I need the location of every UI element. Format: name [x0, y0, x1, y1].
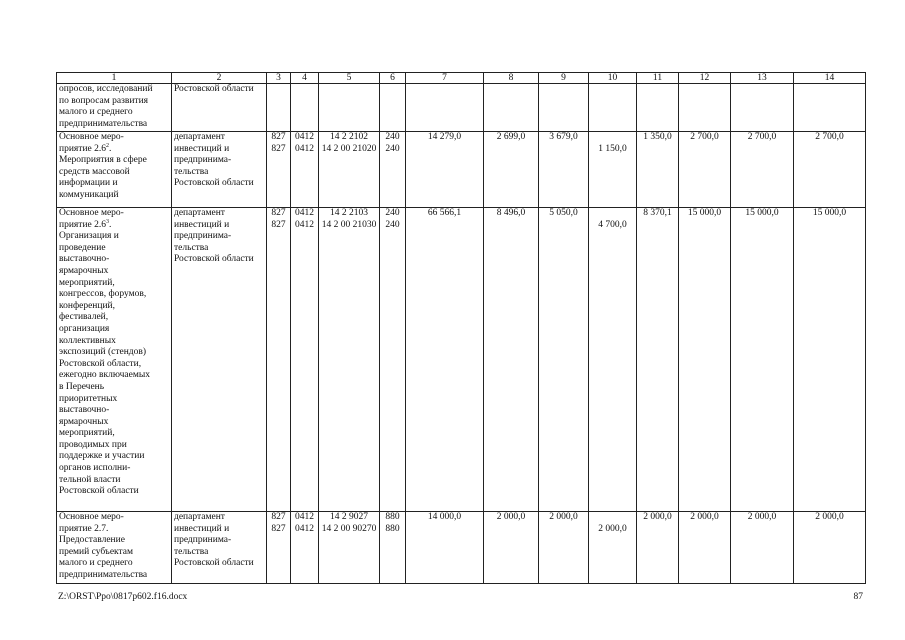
measure-name-tail: . Организация и проведение выставочно- ярмарочных мероприятий, конгрессов, форумов, конференций, фестивалей, организация коллективных экспозиций (стендов) Ростовской области, ежегодно включаемых в Перечень приоритетных выставочно- ярмарочных мероприятий, проводимых при поддержке и участии органов исполни- тельной власти Ростовской области: [59, 219, 150, 497]
footnote-mark: 3: [106, 218, 109, 225]
code-cell-c6: [380, 84, 406, 132]
amount-cell-c10: [589, 84, 637, 132]
executor-cell: департамент инвестиций и предпринима- тельства Ростовской области: [172, 132, 267, 208]
code-line: 827: [271, 208, 286, 218]
amount-cell-c12: [679, 208, 731, 512]
amount-value: 15 000,0: [687, 208, 722, 218]
amount-cell-c13: [731, 512, 794, 584]
measure-name: Основное меро- приятие 2.6: [59, 132, 124, 154]
amount-value: 2 700,0: [690, 132, 719, 142]
header-cell: 12: [679, 73, 731, 84]
amount-value: 2 000,0: [643, 512, 672, 522]
measure-name-tail: . Мероприятия в сфере средств массовой информации и коммуникаций: [59, 143, 147, 200]
amount-value: 4 700,0: [598, 219, 627, 230]
amount-cell-c9: [539, 512, 589, 584]
code-line: [321, 96, 377, 108]
code-line: 0412: [295, 143, 314, 154]
amount-cell-c13: [731, 84, 794, 132]
amount-cell-c9: [539, 132, 589, 208]
code-cell-c5: [319, 84, 380, 132]
amount-value: 2 000,0: [815, 512, 844, 522]
amount-cell-c10: [589, 132, 637, 208]
header-cell: 8: [484, 73, 539, 84]
executor-cell: департамент инвестиций и предпринима- тельства Ростовской области: [172, 208, 267, 512]
table-row: [57, 132, 866, 208]
measure-name-cell: [57, 512, 172, 584]
code-cell-c6: [380, 132, 406, 208]
amount-value: 15 000,0: [812, 208, 847, 218]
code-line: 240: [385, 132, 400, 142]
code-line: 880: [385, 512, 400, 522]
table-row: [57, 512, 866, 584]
header-cell: 1: [57, 73, 172, 84]
header-cell: 10: [589, 73, 637, 84]
amount-value: 2 700,0: [747, 132, 777, 142]
code-cell-c5: [319, 512, 380, 584]
code-line: 0412: [295, 523, 314, 534]
header-cell: 5: [319, 73, 380, 84]
amount-cell-c14: [794, 512, 866, 584]
measure-name: опросов, исследований по вопросам развития малого и среднего предпринимательства: [59, 84, 153, 129]
amount-value: 2 699,0: [496, 132, 526, 142]
header-cell: 11: [637, 73, 679, 84]
amount-value: 8 496,0: [496, 208, 526, 218]
executor-cell: департамент инвестиций и предпринима- тельства Ростовской области: [172, 512, 267, 584]
code-line: [293, 96, 316, 108]
table-row: [57, 208, 866, 512]
code-line: 14 2 2102: [330, 132, 368, 142]
amount-value: 2 700,0: [815, 132, 844, 142]
code-line: 14 2 00 21020: [321, 143, 377, 154]
measure-name: Основное меро- приятие 2.6: [59, 208, 124, 230]
header-cell: 9: [539, 73, 589, 84]
header-cell: 6: [380, 73, 406, 84]
code-line: 240: [385, 219, 400, 230]
amount-cell-c11: [637, 132, 679, 208]
measure-name-cell: [57, 132, 172, 208]
header-cell: 3: [267, 73, 291, 84]
amount-cell-c10: [589, 208, 637, 512]
code-line: 0412: [295, 219, 314, 230]
code-line: 827: [271, 219, 286, 230]
code-line: 14 2 00 21030: [321, 219, 377, 230]
code-line: 827: [271, 132, 286, 142]
header-cell: 2: [172, 73, 267, 84]
amount-value: 2 000,0: [690, 512, 719, 522]
footnote-mark: 2: [106, 142, 109, 149]
measure-name-cell: [57, 208, 172, 512]
amount-cell-c8: [484, 84, 539, 132]
amount-cell-c7: [406, 84, 484, 132]
code-line: [321, 84, 377, 96]
header-row: [57, 73, 866, 84]
code-cell-c4: [291, 132, 319, 208]
code-cell-c4: [291, 208, 319, 512]
code-cell-c6: [380, 208, 406, 512]
amount-cell-c10: [589, 512, 637, 584]
amount-value: 66 566,1: [427, 208, 462, 218]
amount-cell-c11: [637, 84, 679, 132]
code-line: 14 2 00 90270: [321, 523, 377, 534]
code-cell-c5: [319, 132, 380, 208]
amount-value: 8 370,1: [643, 208, 672, 218]
amount-value: 15 000,0: [745, 208, 779, 218]
amount-cell-c7: [406, 208, 484, 512]
code-cell-c4: [291, 84, 319, 132]
code-cell-c3: [267, 84, 291, 132]
code-line: 0412: [295, 132, 314, 142]
amount-value: 3 679,0: [549, 132, 578, 142]
code-line: 827: [271, 523, 286, 534]
amount-cell-c12: [679, 132, 731, 208]
code-cell-c3: [267, 132, 291, 208]
code-line: 240: [385, 143, 400, 154]
amount-value: 2 000,0: [549, 512, 578, 522]
amount-cell-c14: [794, 132, 866, 208]
code-line: 0412: [295, 208, 314, 218]
amount-cell-c8: [484, 512, 539, 584]
code-line: 880: [385, 523, 400, 534]
amount-cell-c8: [484, 132, 539, 208]
measure-name-cell: [57, 84, 172, 132]
amount-value: 1 350,0: [643, 132, 672, 142]
header-cell: 7: [406, 73, 484, 84]
amount-cell-c12: [679, 512, 731, 584]
code-line: [382, 96, 403, 108]
page-number: 87: [853, 592, 863, 602]
code-cell-c5: [319, 208, 380, 512]
amount-cell-c14: [794, 208, 866, 512]
code-cell-c3: [267, 512, 291, 584]
amount-cell-c8: [484, 208, 539, 512]
amount-cell-c11: [637, 208, 679, 512]
header-cell: 14: [794, 73, 866, 84]
code-line: [293, 84, 316, 96]
code-line: 240: [385, 208, 400, 218]
amount-value: 14 279,0: [427, 132, 462, 142]
code-line: 827: [271, 143, 286, 154]
code-cell-c3: [267, 208, 291, 512]
amount-value: 2 000,0: [598, 523, 627, 534]
amount-cell-c9: [539, 208, 589, 512]
amount-value: 2 000,0: [496, 512, 526, 522]
code-cell-c4: [291, 512, 319, 584]
amount-cell-c12: [679, 84, 731, 132]
executor-cell: Ростовской области: [172, 84, 267, 132]
amount-cell-c13: [731, 208, 794, 512]
amount-value: 1 150,0: [598, 143, 627, 154]
amount-cell-c7: [406, 512, 484, 584]
file-path: Z:\ORST\Ppo\0817p602.f16.docx: [58, 592, 188, 602]
amount-cell-c13: [731, 132, 794, 208]
header-cell: 13: [731, 73, 794, 84]
code-line: 827: [271, 512, 286, 522]
amount-cell-c11: [637, 512, 679, 584]
measure-name: Основное меро- приятие 2.7. Предоставление премий субъектам малого и среднего предпринимательства: [59, 512, 148, 580]
code-line: 14 2 9027: [330, 512, 368, 522]
amount-cell-c9: [539, 84, 589, 132]
amount-value: 14 000,0: [427, 512, 462, 522]
amount-value: 5 050,0: [549, 208, 578, 218]
header-cell: 4: [291, 73, 319, 84]
table-row: [57, 84, 866, 132]
data-table: [56, 72, 866, 584]
code-line: 14 2 2103: [330, 208, 368, 218]
code-line: 0412: [295, 512, 314, 522]
code-cell-c6: [380, 512, 406, 584]
amount-cell-c14: [794, 84, 866, 132]
code-line: [382, 84, 403, 96]
code-line: [269, 96, 288, 108]
code-line: [269, 84, 288, 96]
amount-value: 2 000,0: [747, 512, 777, 522]
amount-cell-c7: [406, 132, 484, 208]
